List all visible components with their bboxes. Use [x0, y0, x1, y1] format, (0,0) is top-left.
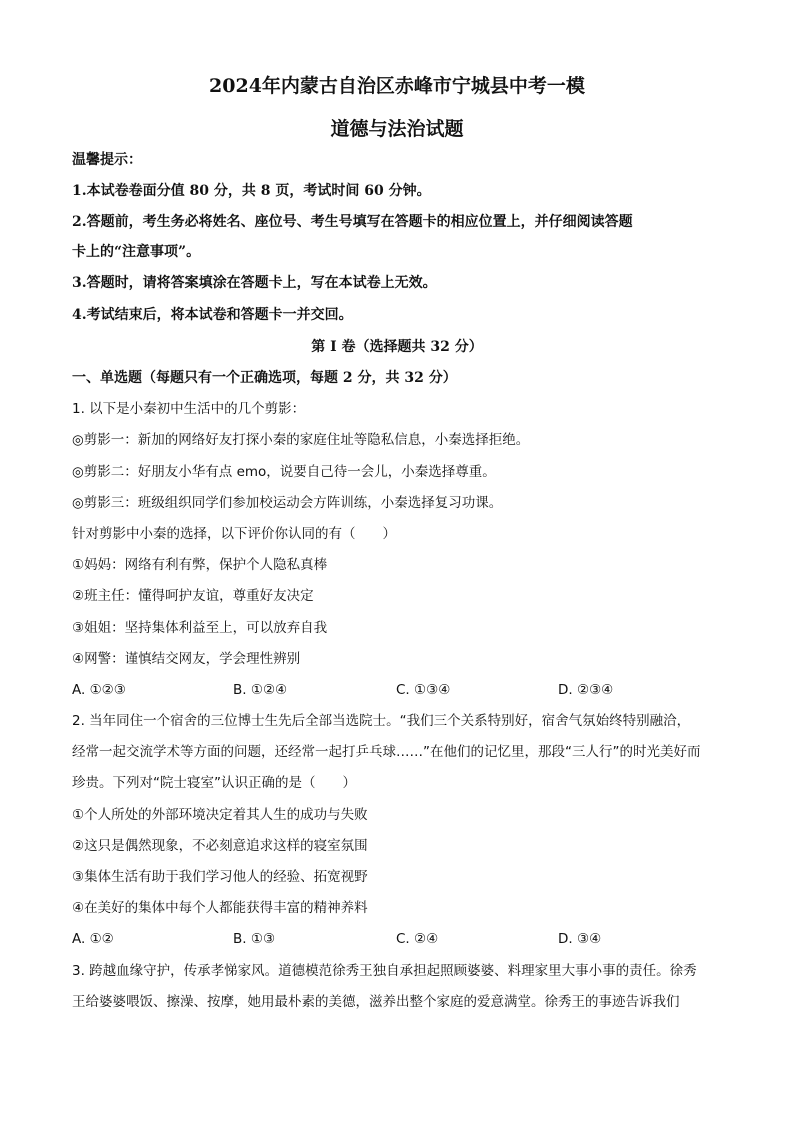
- question-1-line: ◎剪影一：新加的网络好友打探小秦的家庭住址等隐私信息，小秦选择拒绝。: [72, 432, 530, 448]
- question-3-line: 3. 跨越血缘守护，传承孝悌家风。道德模范徐秀王独自承担起照顾婆婆、料理家里大事小事的责任。徐秀: [72, 963, 697, 979]
- tips-heading: 温馨提示：: [72, 152, 142, 168]
- section-heading: 一、单选题（每题只有一个正确选项，每题 2 分，共 32 分）: [72, 370, 457, 386]
- volume-heading: 第 I 卷（选择题共 32 分）: [311, 339, 483, 355]
- tip-line: 卡上的“注意事项”。: [72, 244, 201, 260]
- question-3-line: 王给婆婆喂饭、擦澡、按摩，她用最朴素的美德，滋养出整个家庭的爱意满堂。徐秀王的事迹告诉我们: [72, 994, 680, 1010]
- question-1-option-c: C. ①③④: [396, 682, 451, 698]
- question-2-line: ②这只是偶然现象，不必刻意追求这样的寝室氛围: [72, 838, 368, 854]
- question-1-line: ◎剪影二：好朋友小华有点 emo，说要自己待一会儿，小秦选择尊重。: [72, 464, 496, 480]
- exam-title: 2024年内蒙古自治区赤峰市宁城县中考一模: [209, 75, 585, 97]
- tip-line: 1.本试卷卷面分值 80 分，共 8 页，考试时间 60 分钟。: [72, 183, 431, 199]
- question-2-line: ③集体生活有助于我们学习他人的经验、拓宽视野: [72, 869, 368, 885]
- question-1-option-d: D. ②③④: [558, 682, 614, 698]
- tip-line: 2.答题前，考生务必将姓名、座位号、考生号填写在答题卡的相应位置上，并仔细阅读答题: [72, 214, 633, 230]
- question-2-line: 2. 当年同住一个宿舍的三位博士生先后全部当选院士。“我们三个关系特别好，宿舍气氛始终特别融洽，: [72, 713, 691, 729]
- question-1-line: ②班主任：懂得呵护友谊，尊重好友决定: [72, 588, 314, 604]
- question-1-line: 1. 以下是小秦初中生活中的几个剪影：: [72, 401, 306, 417]
- question-1-line: ◎剪影三：班级组织同学们参加校运动会方阵训练，小秦选择复习功课。: [72, 495, 503, 511]
- exam-subtitle: 道德与法治试题: [330, 118, 464, 140]
- question-1-option-a: A. ①②③: [72, 682, 126, 698]
- question-2-line: ①个人所处的外部环境决定着其人生的成功与失败: [72, 807, 368, 823]
- tip-line: 3.答题时，请将答案填涂在答题卡上，写在本试卷上无效。: [72, 275, 437, 291]
- question-2-line: ④在美好的集体中每个人都能获得丰富的精神养料: [72, 900, 368, 916]
- question-2-option-d: D. ③④: [558, 931, 602, 947]
- question-2-option-a: A. ①②: [72, 931, 114, 947]
- tip-line: 4.考试结束后，将本试卷和答题卡一并交回。: [72, 307, 353, 323]
- question-1-line: 针对剪影中小秦的选择，以下评价你认同的有（ ）: [72, 526, 396, 542]
- question-1-line: ③姐姐：坚持集体利益至上，可以放弃自我: [72, 620, 328, 636]
- question-2-line: 经常一起交流学术等方面的问题，还经常一起打乒乓球……”在他们的记忆里，那段“三人行”的时光美好而: [72, 744, 701, 760]
- question-2-option-c: C. ②④: [396, 931, 439, 947]
- question-1-line: ①妈妈：网络有利有弊，保护个人隐私真棒: [72, 557, 328, 573]
- question-2-line: 珍贵。下列对“院士寝室”认识正确的是（ ）: [72, 775, 356, 791]
- question-1-line: ④网警：谨慎结交网友，学会理性辨别: [72, 651, 301, 667]
- question-1-option-b: B. ①②④: [233, 682, 288, 698]
- question-2-option-b: B. ①③: [233, 931, 276, 947]
